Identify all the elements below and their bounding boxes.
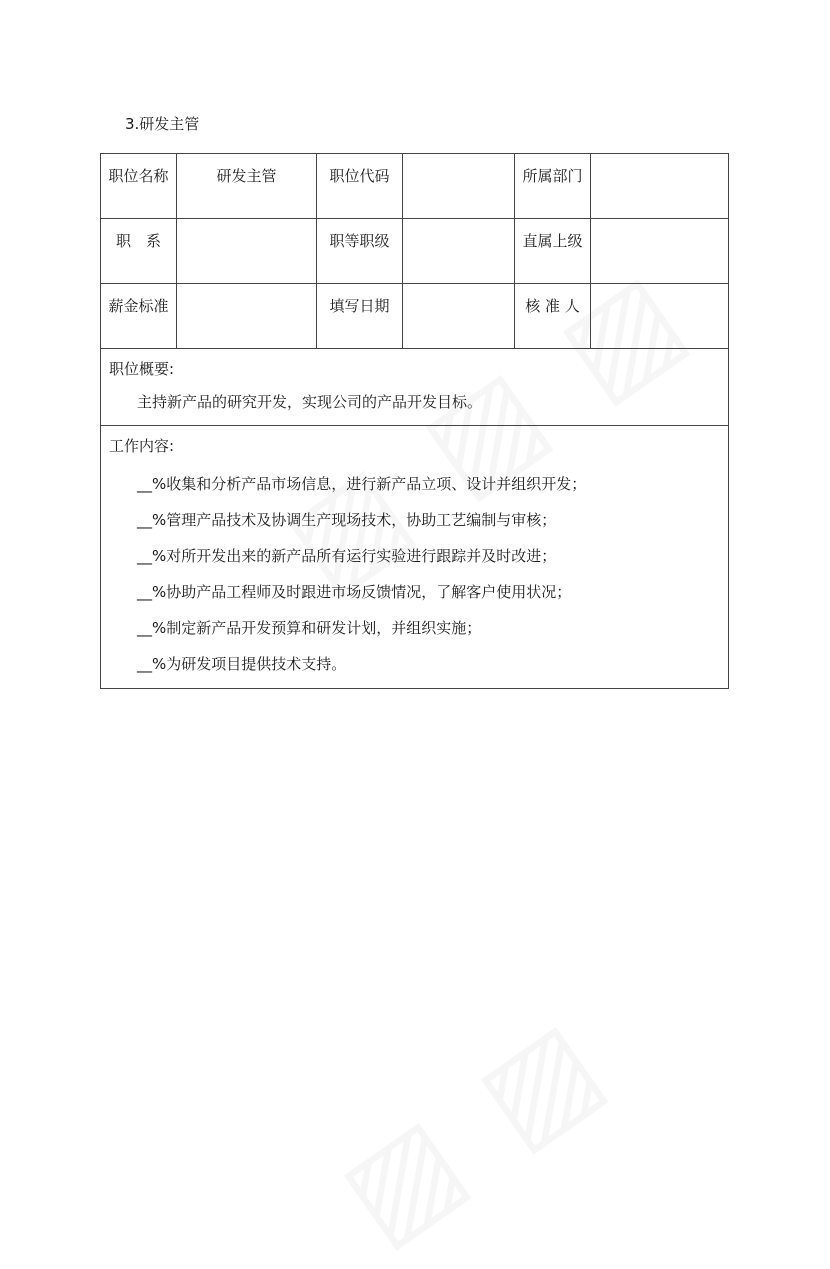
section-title: 3.研发主管 (125, 115, 200, 133)
fill-date-value (403, 284, 515, 349)
summary-text: 主持新产品的研究开发，实现公司的产品开发目标。 (137, 393, 483, 411)
list-item: __%对所开发出来的新产品所有运行实验进行跟踪并及时改进； (137, 547, 557, 565)
table-row (101, 154, 729, 219)
supervisor-label: 直属上级 (515, 219, 591, 284)
duties-cell (101, 426, 729, 689)
summary-row (101, 349, 729, 426)
approver-label: 核 准 人 (515, 284, 591, 349)
table-row (101, 284, 729, 349)
list-item: __%管理产品技术及协调生产现场技术，协助工艺编制与审核； (137, 511, 557, 529)
list-item: __%制定新产品开发预算和研发计划，并组织实施； (137, 619, 482, 637)
watermark (316, 990, 630, 1268)
duty-list (109, 460, 720, 682)
department-value (591, 154, 729, 219)
position-code-value (403, 154, 515, 219)
job-description-table (100, 153, 729, 689)
department-label: 所属部门 (515, 154, 591, 219)
duties-title: 工作内容: (109, 437, 175, 455)
approver-value (591, 284, 729, 349)
list-item: __%为研发项目提供技术支持。 (137, 655, 347, 673)
duties-row (101, 426, 729, 689)
position-name-label: 职位名称 (101, 154, 177, 219)
list-item: __%协助产品工程师及时跟进市场反馈情况，了解客户使用状况； (137, 583, 572, 601)
table-row (101, 219, 729, 284)
job-family-label: 职 系 (101, 219, 177, 284)
list-item: __%收集和分析产品市场信息，进行新产品立项、设计并组织开发； (137, 475, 587, 493)
summary-cell (101, 349, 729, 426)
grade-value (403, 219, 515, 284)
salary-value (177, 284, 317, 349)
salary-label: 薪金标准 (101, 284, 177, 349)
grade-label: 职等职级 (317, 219, 403, 284)
fill-date-label: 填写日期 (317, 284, 403, 349)
supervisor-value (591, 219, 729, 284)
summary-title: 职位概要: (109, 360, 175, 378)
position-name-value: 研发主管 (177, 154, 317, 219)
job-family-value (177, 219, 317, 284)
position-code-label: 职位代码 (317, 154, 403, 219)
